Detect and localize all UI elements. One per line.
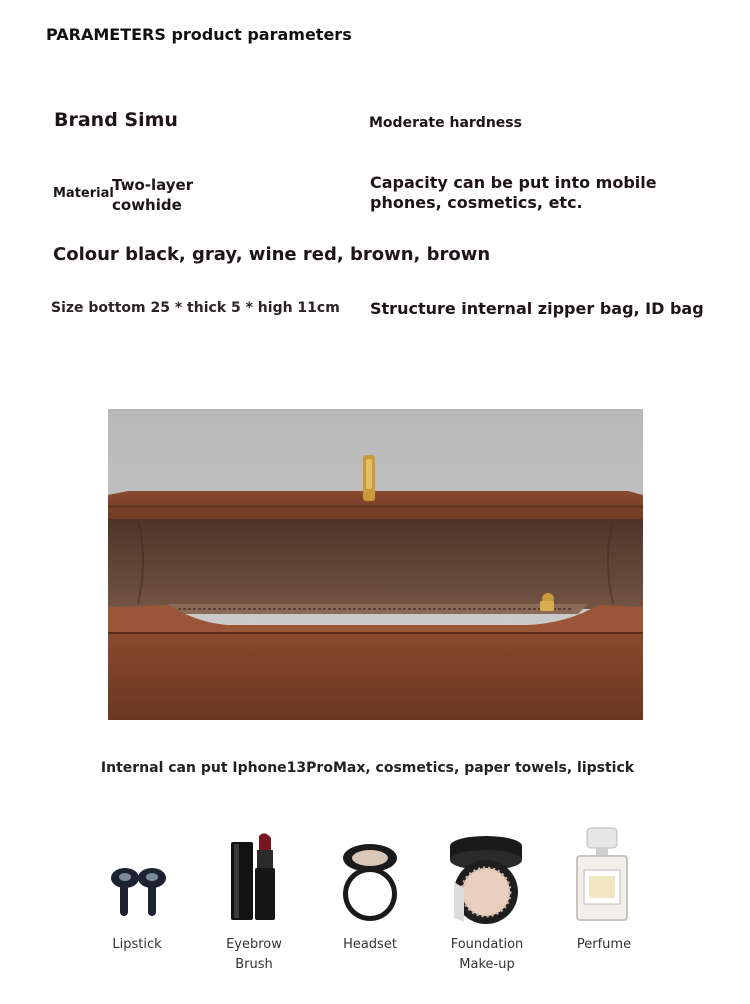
item-label-line-1: Eyebrow bbox=[226, 937, 282, 952]
item-earbuds bbox=[82, 822, 192, 955]
param-capacity-line-1: Capacity can be put into mobile bbox=[370, 173, 657, 192]
item-label bbox=[432, 935, 542, 975]
item-label bbox=[315, 935, 425, 955]
page-heading: PARAMETERS product parameters bbox=[46, 25, 352, 44]
item-label bbox=[82, 935, 192, 955]
contents-caption: Internal can put Iphone13ProMax, cosmetics, paper towels, lipstick bbox=[100, 760, 635, 776]
item-cushion bbox=[432, 822, 542, 975]
param-material-label: Material bbox=[53, 186, 114, 201]
item-label-line-2: Brush bbox=[235, 957, 273, 972]
param-capacity-line-2: phones, cosmetics, etc. bbox=[370, 193, 583, 212]
item-label bbox=[549, 935, 659, 955]
perfume-bottle-icon bbox=[549, 822, 659, 927]
cushion-compact-icon bbox=[432, 822, 542, 927]
item-label-line-1: Perfume bbox=[576, 937, 632, 952]
param-material-line-2: cowhide bbox=[112, 196, 182, 214]
bag-interior-photo bbox=[108, 409, 643, 720]
earbuds-icon bbox=[82, 822, 192, 927]
item-label-line-1: Lipstick bbox=[112, 937, 162, 952]
param-capacity bbox=[370, 173, 657, 213]
bag-interior-illustration bbox=[108, 409, 643, 720]
param-brand: Brand Simu bbox=[54, 109, 178, 131]
lipstick-icon bbox=[199, 822, 309, 927]
compact-mirror-icon bbox=[315, 822, 425, 927]
param-size: Size bottom 25 * thick 5 * high 11cm bbox=[51, 300, 340, 316]
item-perfume bbox=[549, 822, 659, 955]
item-lipstick bbox=[199, 822, 309, 975]
item-label-line-1: Headset bbox=[343, 937, 397, 952]
param-hardness: Moderate hardness bbox=[369, 115, 522, 131]
param-material-line-1: Two-layer bbox=[112, 176, 194, 194]
param-colour: Colour black, gray, wine red, brown, brown bbox=[53, 244, 491, 265]
item-compact bbox=[315, 822, 425, 955]
item-label bbox=[199, 935, 309, 975]
item-label-line-1: Foundation bbox=[450, 937, 524, 952]
item-label-line-2: Make-up bbox=[459, 957, 515, 972]
param-material-value bbox=[112, 175, 193, 215]
param-structure: Structure internal zipper bag, ID bag bbox=[370, 299, 704, 318]
